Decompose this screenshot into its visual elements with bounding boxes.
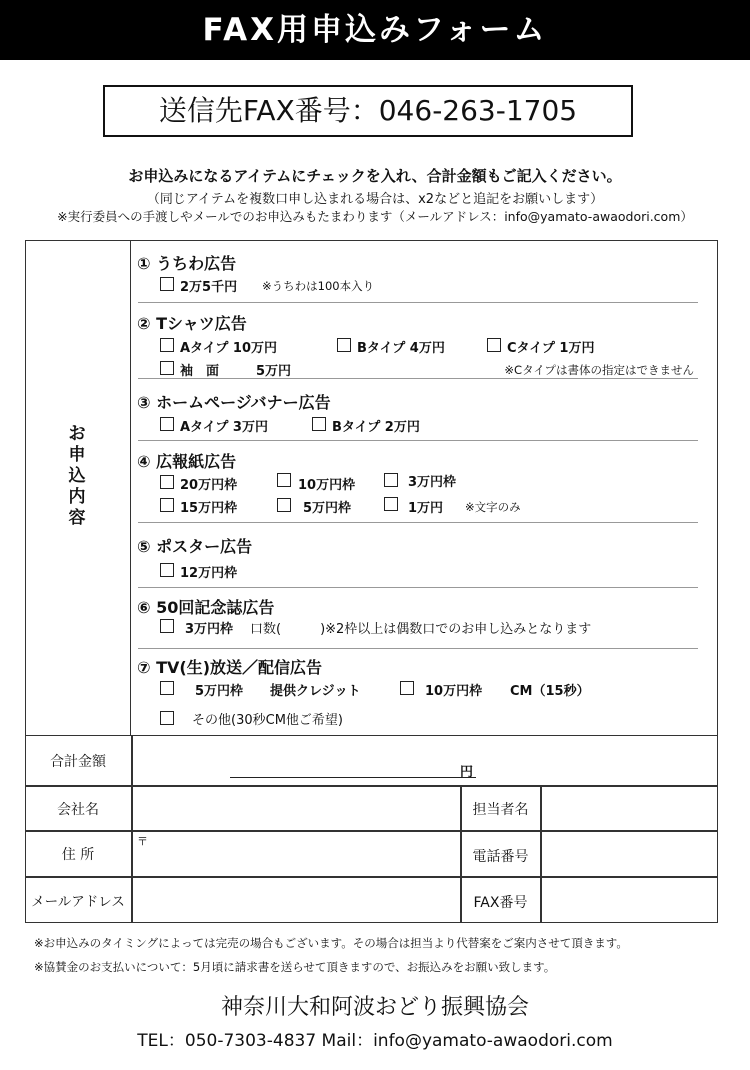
option-label: Bタイプ 4万円	[357, 341, 445, 356]
form-title: FAX用申込みフォーム	[0, 0, 750, 60]
checkbox-magazine[interactable]	[160, 619, 174, 633]
checkbox-banner-b[interactable]	[312, 417, 326, 431]
email-label: メールアドレス	[31, 894, 125, 910]
option-label: 10万円枠	[298, 478, 356, 493]
side-label: お申込内容	[68, 424, 86, 528]
total-label: 合計金額	[50, 754, 106, 770]
option-label: 3万円枠	[185, 622, 234, 637]
checkbox-news-5[interactable]	[277, 498, 291, 512]
person-label: 担当者名	[472, 802, 529, 818]
note: ※文字のみ	[465, 500, 521, 514]
note-soldout: ※お申込みのタイミングによっては完売の場合もございます。その場合は担当より代替案をご案内させて頂きます。	[34, 936, 628, 950]
option-label: 袖 面	[180, 364, 220, 379]
checkbox-tshirt-a[interactable]	[160, 338, 174, 352]
company-label: 会社名	[57, 802, 99, 818]
checkbox-news-20[interactable]	[160, 475, 174, 489]
yen-label: 円	[460, 765, 474, 780]
note-payment: ※協賛金のお支払いについて：5月頃に請求書を送らせて頂きますので、お振込みをお願い致します。	[34, 960, 556, 974]
checkbox-news-3[interactable]	[384, 473, 398, 487]
company-field[interactable]	[133, 787, 459, 829]
section-title-newsletter: ④ 広報紙広告	[137, 452, 237, 471]
instruction-sub1: （同じアイテムを複数口申し込まれる場合は、x2などと追記をお願いします）	[146, 192, 604, 207]
fax-number-box: 送信先FAX番号：046-263-1705	[103, 85, 633, 137]
option-label: 5万円枠	[303, 501, 352, 516]
checkbox-poster[interactable]	[160, 563, 174, 577]
divider	[138, 522, 698, 523]
section-title-tshirt: ② Tシャツ広告	[137, 314, 247, 333]
postal-mark: 〒	[137, 835, 148, 848]
phone-label: 電話番号	[472, 849, 529, 865]
option-label: Cタイプ 1万円	[507, 341, 595, 356]
option-label: Aタイプ 10万円	[180, 341, 278, 356]
option-label: 20万円枠	[180, 478, 238, 493]
option-desc: 提供クレジット	[270, 684, 361, 699]
fax-label: FAX番号	[473, 895, 528, 911]
section-title-poster: ⑤ ポスター広告	[137, 537, 253, 556]
checkbox-tv-5[interactable]	[160, 681, 174, 695]
option-desc: CM（15秒）	[510, 684, 590, 699]
checkbox-uchiwa[interactable]	[160, 277, 174, 291]
address-label: 住 所	[61, 847, 95, 863]
email-field[interactable]	[133, 878, 459, 922]
divider	[138, 440, 698, 441]
note: ※うちわは100本入り	[262, 279, 375, 293]
phone-field[interactable]	[542, 832, 716, 875]
note: ※Cタイプは書体の指定はできません	[504, 363, 694, 377]
checkbox-tshirt-c[interactable]	[487, 338, 501, 352]
checkbox-news-15[interactable]	[160, 498, 174, 512]
option-price: 5万円	[256, 364, 292, 379]
instruction-sub2: ※実行委員への手渡しやメールでのお申込みもたまわります（メールアドレス：info@yamato-awaodori.com）	[57, 209, 693, 224]
divider	[138, 587, 698, 588]
total-amount-field[interactable]	[230, 777, 476, 778]
option-label: Aタイプ 3万円	[180, 420, 268, 435]
checkbox-banner-a[interactable]	[160, 417, 174, 431]
address-field[interactable]	[133, 832, 459, 875]
divider	[138, 378, 698, 379]
option-label: Bタイプ 2万円	[332, 420, 420, 435]
checkbox-tshirt-sleeve[interactable]	[160, 361, 174, 375]
checkbox-tv-10[interactable]	[400, 681, 414, 695]
organization-name: 神奈川大和阿波おどり振興協会	[220, 995, 529, 1020]
option-label: 10万円枠	[425, 684, 483, 699]
section-title-uchiwa: ① うちわ広告	[137, 254, 237, 273]
option-label: 2万5千円	[180, 280, 238, 295]
contact-info: TEL：050-7303-4837 Mail：info@yamato-awaodori.com	[137, 1031, 613, 1051]
side-label-cell	[25, 240, 131, 736]
checkbox-tshirt-b[interactable]	[337, 338, 351, 352]
section-title-tv: ⑦ TV(生)放送／配信広告	[137, 658, 323, 677]
checkbox-news-1[interactable]	[384, 497, 398, 511]
option-label: 3万円枠	[408, 475, 457, 490]
fax-field[interactable]	[542, 878, 716, 922]
quantity-note: 口数( )※2枠以上は偶数口でのお申し込みとなります	[250, 622, 592, 637]
divider	[138, 302, 698, 303]
person-field[interactable]	[542, 787, 716, 829]
instruction-main: お申込みになるアイテムにチェックを入れ、合計金額もご記入ください。	[128, 167, 622, 185]
checkbox-news-10[interactable]	[277, 473, 291, 487]
option-label: 15万円枠	[180, 501, 238, 516]
option-label: その他(30秒CM他ご希望)	[192, 713, 343, 728]
section-title-magazine: ⑥ 50回記念誌広告	[137, 598, 275, 617]
section-title-banner: ③ ホームページバナー広告	[137, 393, 331, 412]
option-label: 1万円	[408, 501, 444, 516]
option-label: 12万円枠	[180, 566, 238, 581]
divider	[138, 648, 698, 649]
option-label: 5万円枠	[195, 684, 244, 699]
checkbox-tv-other[interactable]	[160, 711, 174, 725]
